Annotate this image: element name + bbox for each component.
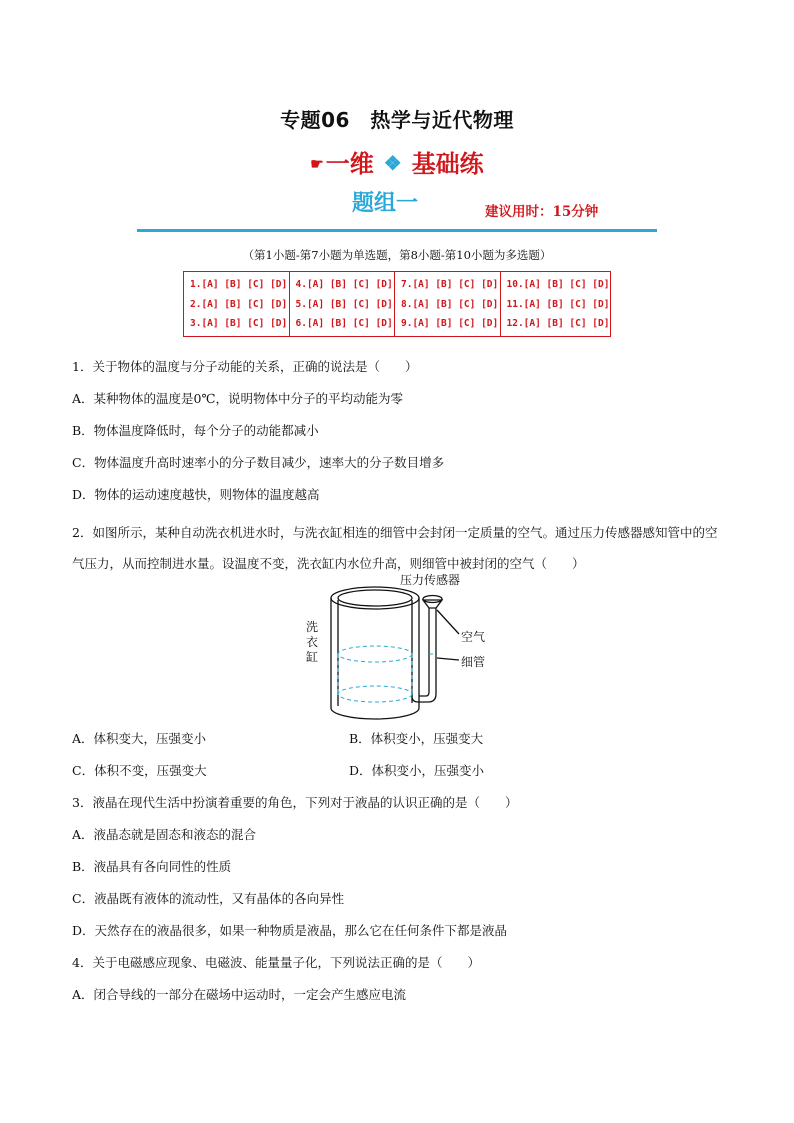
question-2-option-b: B．体积变小，压强变大	[349, 731, 484, 746]
question-3-option-b: B．液晶具有各向同性的性质	[72, 859, 232, 874]
answer-option-row[interactable]: 6.[A] [B] [C] [D]	[295, 318, 393, 329]
question-2-option-a: A．体积变大，压强变小	[72, 731, 207, 746]
pointing-hand-icon: ☛	[310, 155, 324, 173]
answer-option-row[interactable]: 1.[A] [B] [C] [D]	[190, 279, 288, 290]
page-title: 专题06 热学与近代物理	[280, 108, 514, 132]
question-4-option-a: A．闭合导线的一部分在磁场中运动时，一定会产生感应电流	[72, 987, 407, 1002]
tub-label-3: 缸	[306, 650, 319, 664]
answer-option-row[interactable]: 5.[A] [B] [C] [D]	[295, 298, 393, 310]
diamond-icon: ❖	[383, 151, 402, 175]
question-1-option-a: A．某种物体的温度是0℃，说明物体中分子的平均动能为零	[72, 391, 403, 406]
answer-option-row[interactable]: 12.[A] [B] [C] [D]	[506, 318, 610, 329]
answer-option-row[interactable]: 7.[A] [B] [C] [D]	[401, 279, 499, 290]
answer-column	[289, 272, 395, 337]
air-label: 空气	[461, 630, 486, 644]
question-1-option-b: B．物体温度降低时，每个分子的动能都减小	[72, 423, 319, 438]
answer-column	[500, 272, 611, 337]
question-4-stem: 4．关于电磁感应现象、电磁波、能量量子化，下列说法正确的是（ ）	[72, 955, 480, 970]
answer-sheet	[183, 271, 611, 337]
question-1-option-d: D．物体的运动速度越快，则物体的温度越高	[72, 487, 320, 502]
question-type-note: （第1小题-第7小题为单选题，第8小题-第10小题为多选题）	[242, 248, 552, 262]
question-2-option-d: D．体积变小，压强变小	[349, 763, 485, 778]
subtitle-left: 一维	[325, 149, 374, 178]
answer-option-row[interactable]: 8.[A] [B] [C] [D]	[401, 298, 499, 310]
question-3-option-c: C．液晶既有液体的流动性，又有晶体的各向异性	[72, 891, 345, 906]
sensor-label: 压力传感器	[400, 573, 461, 587]
suggested-time: 建议用时：15分钟	[485, 204, 599, 220]
tub-label-1: 洗	[306, 620, 319, 634]
group-title: 题组一	[352, 191, 419, 216]
answer-option-row[interactable]: 2.[A] [B] [C] [D]	[190, 298, 288, 310]
tube-label: 细管	[461, 655, 486, 669]
washing-machine-figure	[296, 568, 502, 728]
subtitle-right: 基础练	[411, 149, 484, 178]
question-3-option-a: A．液晶态就是固态和液态的混合	[72, 827, 257, 842]
question-1-option-c: C．物体温度升高时速率小的分子数目减少，速率大的分子数目增多	[72, 455, 445, 470]
question-3-stem: 3．液晶在现代生活中扮演着重要的角色，下列对于液晶的认识正确的是（ ）	[72, 795, 518, 810]
question-3-option-d: D．天然存在的液晶很多，如果一种物质是液晶，那么它在任何条件下都是液晶	[72, 923, 508, 938]
section-subtitle	[0, 144, 794, 179]
tub-label-2: 衣	[306, 635, 319, 649]
answer-column	[395, 272, 501, 337]
answer-column	[184, 272, 290, 337]
question-2-stem: 2．如图所示，某种自动洗衣机进水时，与洗衣缸相连的细管中会封闭一定质量的空气。通过压力传感器感知管中的空气压力，从而控制进水量。设温度不变，洗衣缸内水位升高，则细管中被封闭的空气（ ）	[72, 525, 718, 571]
answer-option-row[interactable]: 3.[A] [B] [C] [D]	[190, 318, 288, 329]
question-2-option-c: C．体积不变，压强变大	[72, 763, 207, 778]
answer-option-row[interactable]: 9.[A] [B] [C] [D]	[401, 318, 499, 329]
answer-option-row[interactable]: 4.[A] [B] [C] [D]	[295, 279, 393, 290]
question-1-stem: 1．关于物体的温度与分子动能的关系，正确的说法是（ ）	[72, 359, 418, 374]
divider-rule	[137, 229, 657, 232]
answer-option-row[interactable]: 11.[A] [B] [C] [D]	[506, 298, 610, 310]
answer-option-row[interactable]: 10.[A] [B] [C] [D]	[506, 279, 610, 290]
